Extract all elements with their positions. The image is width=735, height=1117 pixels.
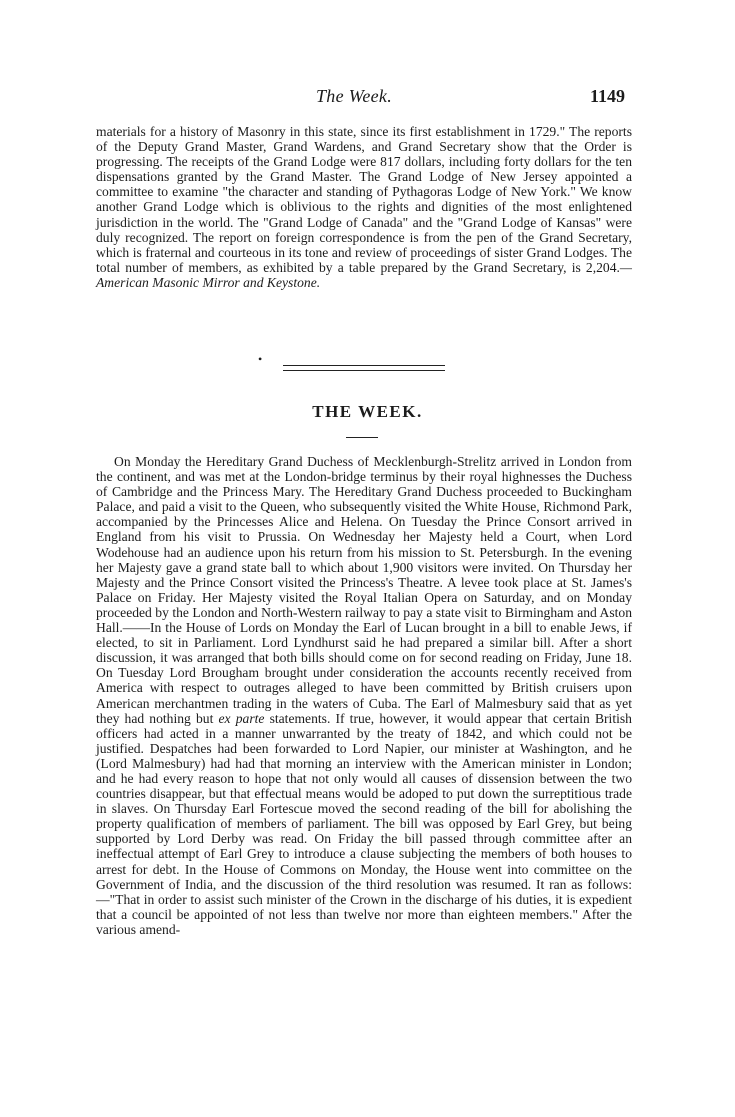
running-title: The Week.	[316, 86, 393, 106]
page-number: 1149	[590, 86, 626, 106]
body-text-continued: statements. If true, however, it would appear that certain British officers had acted in a manner unwarranted by the treaty of 1842, and which could not be justified. Despatches had been forwarded to Lord Napier, our minister at Washington, and he (Lord Malmesbury) had had that morning an interview with the American minister in London; and he had every reason to hope that not only would all causes of dissension between the two countries disappear, but that effectual means would be adoped to put down the surreptitious trade in slaves. On Thursday Earl Fortescue moved the second reading of the bill for abolishing the property qualification of members of parliament. The bill was opposed by Earl Grey, but being supported by Lord Derby was read. On Friday the bill passed through committee after an ineffectual attempt of Earl Grey to introduce a clause subjecting the members of both houses to arrest for debt. In the House of Commons on Monday, the House went into committee on the Government of India, and the discussion of the third resolution was resumed. It ran as follows:—"That in order to assist such minister of the Crown in the discharge of his duties, it is expedient that a council be appointed of not less than twelve nor more than eighteen members." After the various amend-	[96, 710, 632, 937]
section-heading: THE WEEK.	[312, 402, 423, 421]
the-week-paragraph	[96, 454, 632, 937]
body-text: On Monday the Hereditary Grand Duchess of Mecklenburgh-Strelitz arrived in London from the continent, and was met at the London-bridge terminus by their royal highnesses the Duchess of Cambridge and the Princess Mary. The Hereditary Grand Duchess proceeded to Buckingham Palace, and paid a visit to the Queen, who subsequently visited the White House, Richmond Park, accompanied by the Princesses Alice and Helena. On Tuesday the Prince Consort arrived in England from his visit to Prussia. On Wednesday her Majesty held a Court, when Lord Wodehouse had an audience upon his return from his mission to St. Petersburgh. In the evening her Majesty gave a grand state ball to which about 1,900 visitors were invited. On Thursday her Majesty and the Prince Consort visited the Princess's Theatre. A levee took place at St. James's Palace on Friday. Her Majesty visited the Royal Italian Opera on Saturday, and on Monday proceeded by the London and North-Western railway to pay a state visit to Birmingham and Aston Hall.——In the House of Lords on Monday the Earl of Lucan brought in a bill to enable Jews, if elected, to sit in Parliament. Lord Lyndhurst said he had prepared a similar bill. After a short discussion, it was arranged that both bills should come on for second reading on Friday, June 18. On Tuesday Lord Brougham brought under consideration the accounts recently received from America with respect to outrages alleged to have been committed by British cruisers upon American merchantmen trading in the waters of Cuba. The Earl of Malmesbury said that as yet they had nothing but	[96, 454, 632, 726]
continued-paragraph-text: materials for a history of Masonry in this state, since its first establishment in 1729." The reports of the Deputy Grand Master, Grand Wardens, and Grand Secretary show that the Order is progressing. The receipts of the Grand Lodge were 817 dollars, including forty dollars for the ten dispensations granted by the Grand Master. The Grand Lodge of New Jersey appointed a committee to examine "the character and standing of Pythagoras Lodge of New York." We know another Grand Lodge which is oblivious to the rights and dignities of the most enlightened jurisdiction in the world. The "Grand Lodge of Canada" and the "Grand Lodge of Kansas" were duly recognized. The report on foreign correspondence is from the pen of the Grand Secretary, which is fraternal and courteous in its tone and review of proceedings of sister Grand Lodges. The total number of members, as exhibited by a table prepared by the Grand Secretary, is 2,204.	[96, 124, 632, 275]
the-week-article	[96, 454, 632, 937]
heading-rule	[346, 437, 378, 438]
continued-article	[96, 124, 632, 290]
continued-paragraph	[96, 124, 632, 290]
section-divider	[283, 365, 445, 371]
body-italic-phrase: ex parte	[218, 710, 265, 726]
ornament-dot: •	[258, 352, 263, 366]
page-header	[0, 86, 735, 110]
source-attribution: —American Masonic Mirror and Keystone.	[96, 259, 632, 290]
